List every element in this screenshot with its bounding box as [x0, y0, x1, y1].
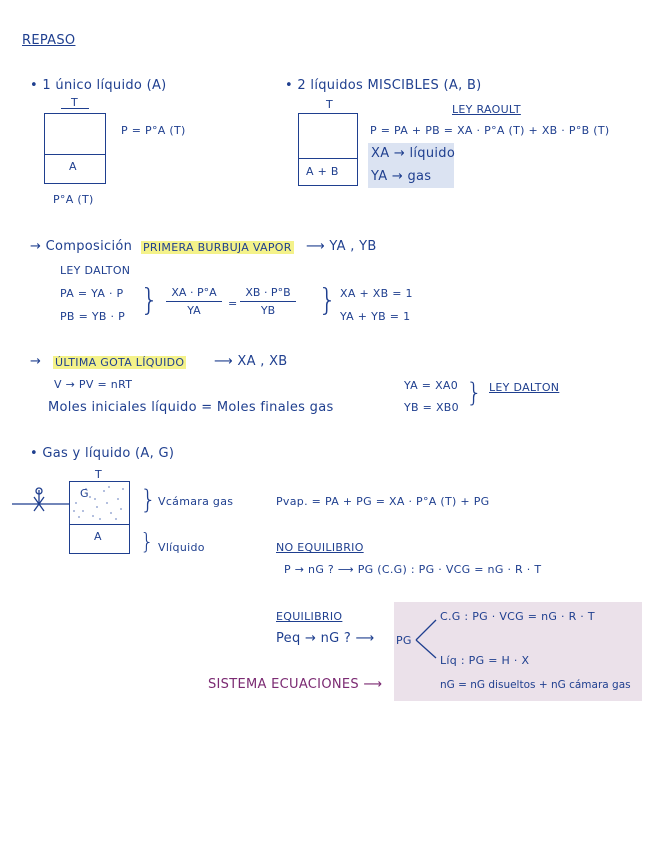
- s5-liq: Líq : PG = H · X: [440, 654, 530, 667]
- s4-yb: YB = XB0: [404, 401, 459, 414]
- s5-gas-brace: }: [140, 485, 157, 515]
- s5-cg: C.G : PG · VCG = nG · R · T: [440, 610, 595, 623]
- s2-law: LEY RAOULT: [452, 103, 521, 116]
- s5-gas-label: G: [80, 487, 89, 500]
- s3-pa: PA = YA · P: [60, 287, 124, 300]
- s3-frac1-den: YA: [187, 304, 201, 317]
- s5-pvap: Pvap. = PA + PG = XA · P°A (T) + PG: [276, 495, 490, 508]
- s3-right-brace: }: [318, 283, 338, 318]
- s2-temp-label: T: [326, 98, 334, 111]
- s5-noeq: P → nG ? ⟶ PG (C.G) : PG · VCG = nG · R · T: [284, 563, 542, 576]
- s1-equation: P = P°A (T): [121, 124, 186, 137]
- s5-pg: PG: [396, 634, 412, 647]
- s3-tail: ⟶ YA , YB: [306, 239, 377, 254]
- s5-liquid-label: A: [94, 530, 102, 543]
- s4-moles: Moles iniciales líquido = Moles finales gas: [48, 400, 334, 415]
- s5-vliquido: Vlíquido: [158, 541, 205, 554]
- s5-vcamara: Vcámara gas: [158, 495, 234, 508]
- s5-temp-label: T: [95, 468, 103, 481]
- s3-frac1-num: XA · P°A: [171, 286, 217, 299]
- s4-law: LEY DALTON: [489, 381, 560, 394]
- s3-frac2-den: YB: [260, 304, 276, 317]
- s2-xa: XA → líquido: [371, 146, 456, 161]
- s3-left-brace: }: [140, 283, 160, 318]
- s4-tail: ⟶ XA , XB: [214, 354, 288, 369]
- s2-ya: YA → gas: [371, 169, 432, 184]
- s5-eq-title: EQUILIBRIO: [276, 610, 343, 623]
- s1-heading: • 1 único líquido (A): [30, 78, 167, 93]
- s1-temp-line: [61, 108, 89, 109]
- s1-container: [44, 113, 106, 184]
- s1-box-label: A: [69, 160, 77, 173]
- s5-noeq-title: NO EQUILIBRIO: [276, 541, 364, 554]
- s3-highlight: PRIMERA BURBUJA VAPOR: [143, 241, 292, 254]
- s3-fraction-2: [240, 286, 296, 317]
- s2-heading: • 2 líquidos MISCIBLES (A, B): [285, 78, 482, 93]
- s2-box-label: A + B: [306, 165, 339, 178]
- s4-ya: YA = XA0: [404, 379, 459, 392]
- s3-frac2-num: XB · P°B: [245, 286, 291, 299]
- s2-equation: P = PA + PB = XA · P°A (T) + XB · P°B (T): [370, 124, 610, 137]
- s3-arrow-text: → Composición: [30, 239, 133, 254]
- s3-frac2-bar: [240, 301, 296, 302]
- s5-sistema: SISTEMA ECUACIONES ⟶: [208, 677, 383, 692]
- s4-pv: V → PV = nRT: [54, 378, 133, 391]
- s5-heading: • Gas y líquido (A, G): [30, 446, 175, 461]
- s3-equals: =: [228, 297, 238, 310]
- s3-pb: PB = YB · P: [60, 310, 126, 323]
- s5-branch-arrows: [414, 614, 440, 662]
- s1-under-label: P°A (T): [53, 193, 94, 206]
- s4-highlight: ÚLTIMA GOTA LÍQUIDO: [55, 356, 185, 369]
- s5-ng: nG = nG disueltos + nG cámara gas: [440, 679, 631, 691]
- s3-fraction-1: [166, 286, 222, 317]
- page-title: REPASO: [22, 33, 76, 48]
- s5-liquid-level: [69, 524, 130, 525]
- s5-liquid-brace: }: [140, 530, 154, 555]
- s4-arrow: →: [30, 354, 42, 369]
- valve-icon: [12, 486, 72, 512]
- s1-liquid-level: [44, 154, 106, 155]
- s1-temp-label: T: [71, 96, 79, 109]
- s5-eq: Peq → nG ? ⟶: [276, 631, 375, 646]
- s2-liquid-level: [298, 158, 358, 159]
- s3-sum-y: YA + YB = 1: [340, 310, 411, 323]
- s3-law: LEY DALTON: [60, 264, 131, 277]
- s3-frac1-bar: [166, 301, 222, 302]
- s3-sum-x: XA + XB = 1: [340, 287, 413, 300]
- s4-brace: }: [466, 378, 483, 408]
